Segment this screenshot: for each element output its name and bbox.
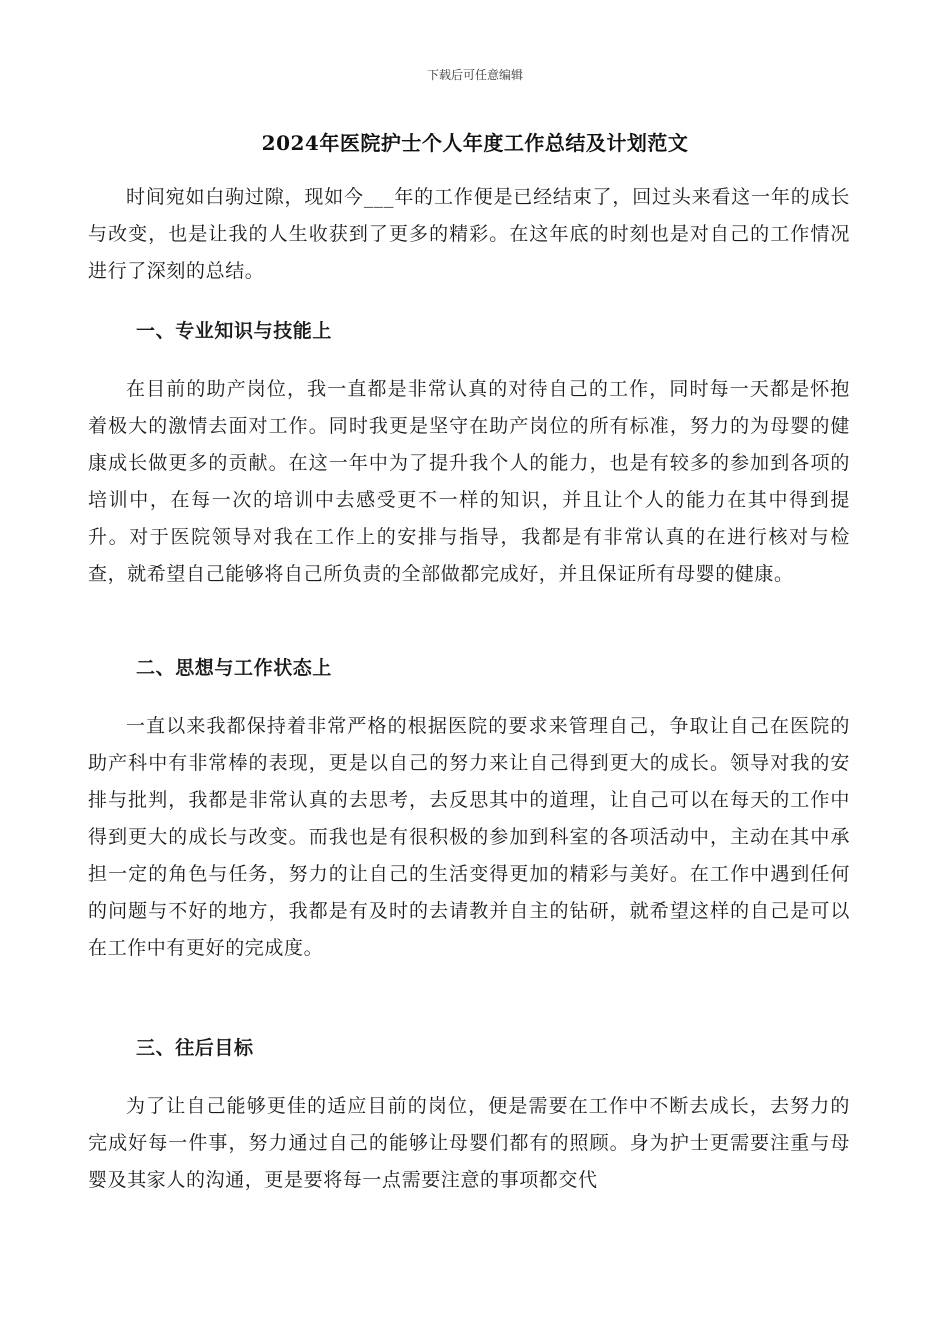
header-note: 下载后可任意编辑: [426, 68, 523, 82]
section-heading: 二、思想与工作状态上: [136, 657, 333, 679]
section-1-body: [88, 371, 850, 593]
section-heading: 三、往后目标: [136, 1037, 254, 1059]
section-2-heading-block: [88, 650, 850, 687]
section-3-body: [88, 1088, 850, 1199]
document-title: 2024年医院护士个人年度工作总结及计划范文: [261, 131, 689, 155]
intro-block: [88, 179, 850, 290]
section-paragraph: 一直以来我都保持着非常严格的根据医院的要求来管理自己，争取让自己在医院的助产科中有非常棒的表现，更是以自己的努力来让自己得到更大的成长。领导对我的安排与批判，我都是非常认真的去思考，去反思其中的道理，让自己可以在每天的工作中得到更大的成长与改变。而我也是有很积极的参加到科室的各项活动中，主动在其中承担一定的角色与任务，努力的让自己的生活变得更加的精彩与美好。在工作中遇到任何的问题与不好的地方，我都是有及时的去请教并自主的钻研，就希望这样的自己是可以在工作中有更好的完成度。: [88, 715, 850, 959]
section-paragraph: 在目前的助产岗位，我一直都是非常认真的对待自己的工作，同时每一天都是怀抱着极大的激情去面对工作。同时我更是坚守在助产岗位的所有标准，努力的为母婴的健康成长做更多的贡献。在这一年中为了提升我个人的能力，也是有较多的参加到各项的培训中，在每一次的培训中去感受更不一样的知识，并且让个人的能力在其中得到提升。对于医院领导对我在工作上的安排与指导，我都是有非常认真的在进行核对与检查，就希望自己能够将自己所负责的全部做都完成好，并且保证所有母婴的健康。: [88, 378, 850, 585]
section-1-heading-block: [88, 313, 850, 350]
section-heading: 一、专业知识与技能上: [136, 320, 333, 342]
section-3-heading-block: [88, 1030, 850, 1067]
section-2-body: [88, 708, 850, 967]
section-paragraph: 为了让自己能够更佳的适应目前的岗位，便是需要在工作中不断去成长，去努力的完成好每一件事，努力通过自己的能够让母婴们都有的照顾。身为护士更需要注重与母婴及其家人的沟通，更是要将每一点需要注意的事项都交代: [88, 1095, 850, 1191]
intro-paragraph: 时间宛如白驹过隙，现如今___年的工作便是已经结束了，回过头来看这一年的成长与改变，也是让我的人生收获到了更多的精彩。在这年底的时刻也是对自己的工作情况进行了深刻的总结。: [88, 186, 850, 282]
